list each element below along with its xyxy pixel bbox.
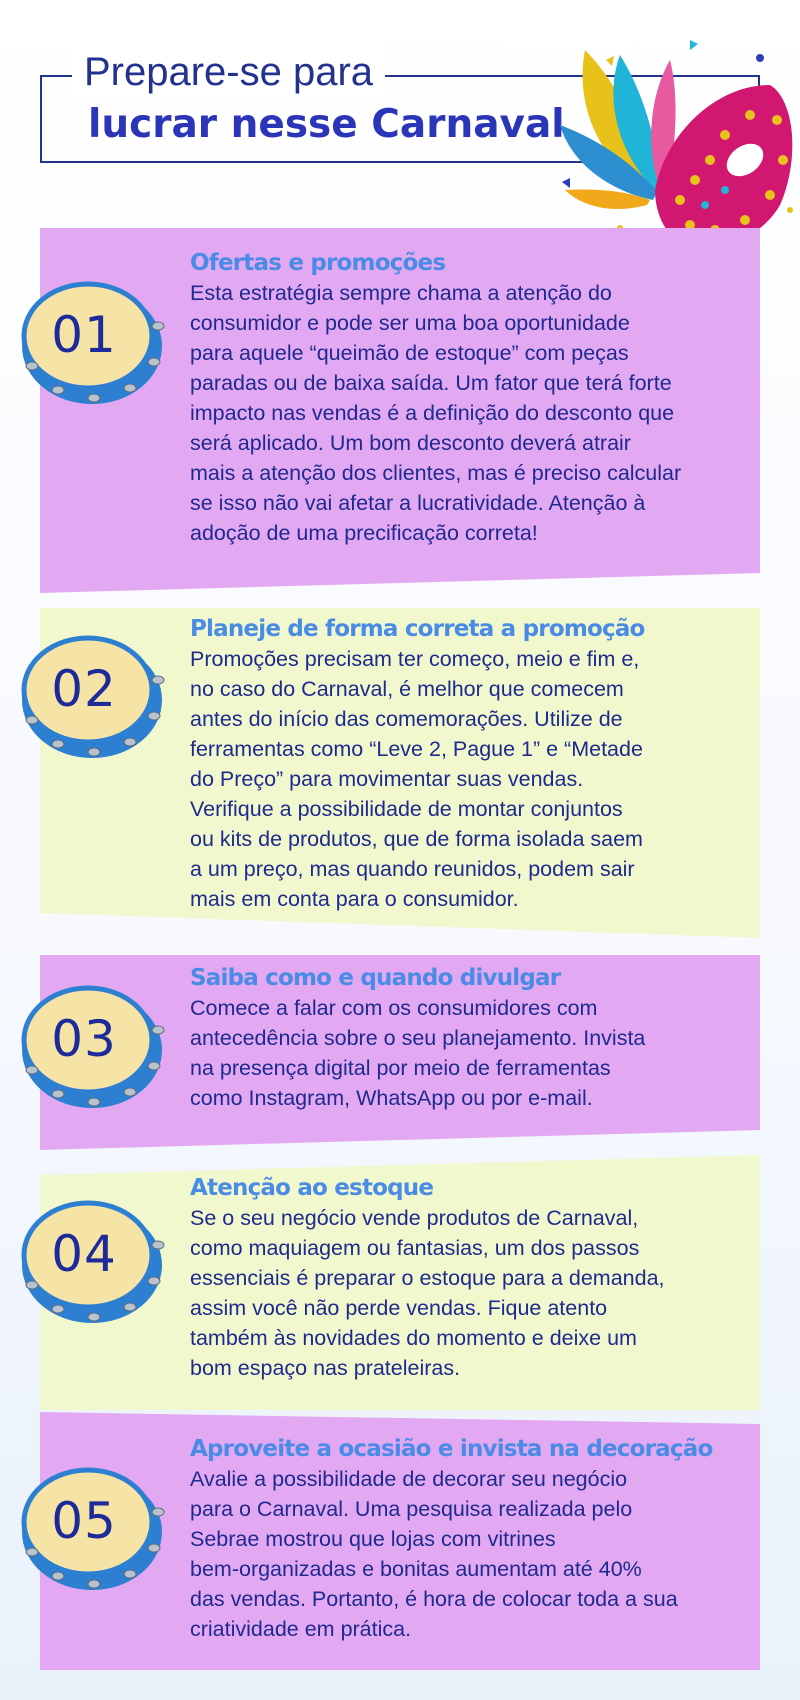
- tip-number: 01: [51, 306, 117, 364]
- tip-number: 02: [51, 660, 117, 718]
- tip-number: 04: [51, 1225, 117, 1283]
- tip-text: Promoções precisam ter começo, meio e fim e, no caso do Carnaval, é melhor que comecem antes do início das comemorações. Utilize de ferramentas como “Leve 2, Pague 1” e “Metade do Preço” para movimentar suas vendas. Verifique a possibilidade de montar conjuntos ou kits de produtos, que de forma isolada saem a um preço, mas quando reunidos, podem sair mais em conta para o consumidor.: [190, 647, 643, 911]
- tip-title: Atenção ao estoque: [190, 1175, 434, 1201]
- tip-text: Esta estratégia sempre chama a atenção do consumidor e pode ser uma boa oportunidade para aquele “queimão de estoque” com peças paradas ou de baixa saída. Um fator que terá forte impacto nas vendas é a definição do desconto que será aplicado. Um bom desconto deverá atrair mais a atenção dos clientes, mas é preciso calcular se isso não vai afetar a lucratividade. Atenção à adoção de uma precificação correta!: [190, 281, 682, 545]
- tambourine-badge: [18, 1185, 168, 1335]
- tip-title: Saiba como e quando divulgar: [190, 965, 561, 991]
- header-title-line2: lucrar nesse Carnaval: [88, 102, 565, 147]
- tip-number: 05: [51, 1492, 117, 1550]
- tip-title: Aproveite a ocasião e invista na decoração: [190, 1436, 713, 1462]
- tip-number: 03: [51, 1010, 117, 1068]
- tambourine-badge: [18, 620, 168, 770]
- tip-text: Avalie a possibilidade de decorar seu negócio para o Carnaval. Uma pesquisa realizada pelo Sebrae mostrou que lojas com vitrines bem-organizadas e bonitas aumentam até 40% das vendas. Portanto, é hora de colocar toda a sua criatividade em prática.: [190, 1467, 678, 1641]
- tip-text: Comece a falar com os consumidores com antecedência sobre o seu planejamento. Invista na presença digital por meio de ferramentas como Instagram, WhatsApp ou por e-mail.: [190, 996, 646, 1110]
- tambourine-badge: [18, 266, 168, 416]
- header-title-line1: Prepare-se para: [72, 46, 385, 98]
- tip-title: Ofertas e promoções: [190, 250, 446, 276]
- tambourine-badge: [18, 970, 168, 1120]
- tip-title: Planeje de forma correta a promoção: [190, 616, 645, 642]
- tambourine-badge: [18, 1452, 168, 1602]
- tip-text: Se o seu negócio vende produtos de Carnaval, como maquiagem ou fantasias, um dos passos essenciais é preparar o estoque para a demanda, assim você não perde vendas. Fique atento também às novidades do momento e deixe um bom espaço nas prateleiras.: [190, 1206, 665, 1380]
